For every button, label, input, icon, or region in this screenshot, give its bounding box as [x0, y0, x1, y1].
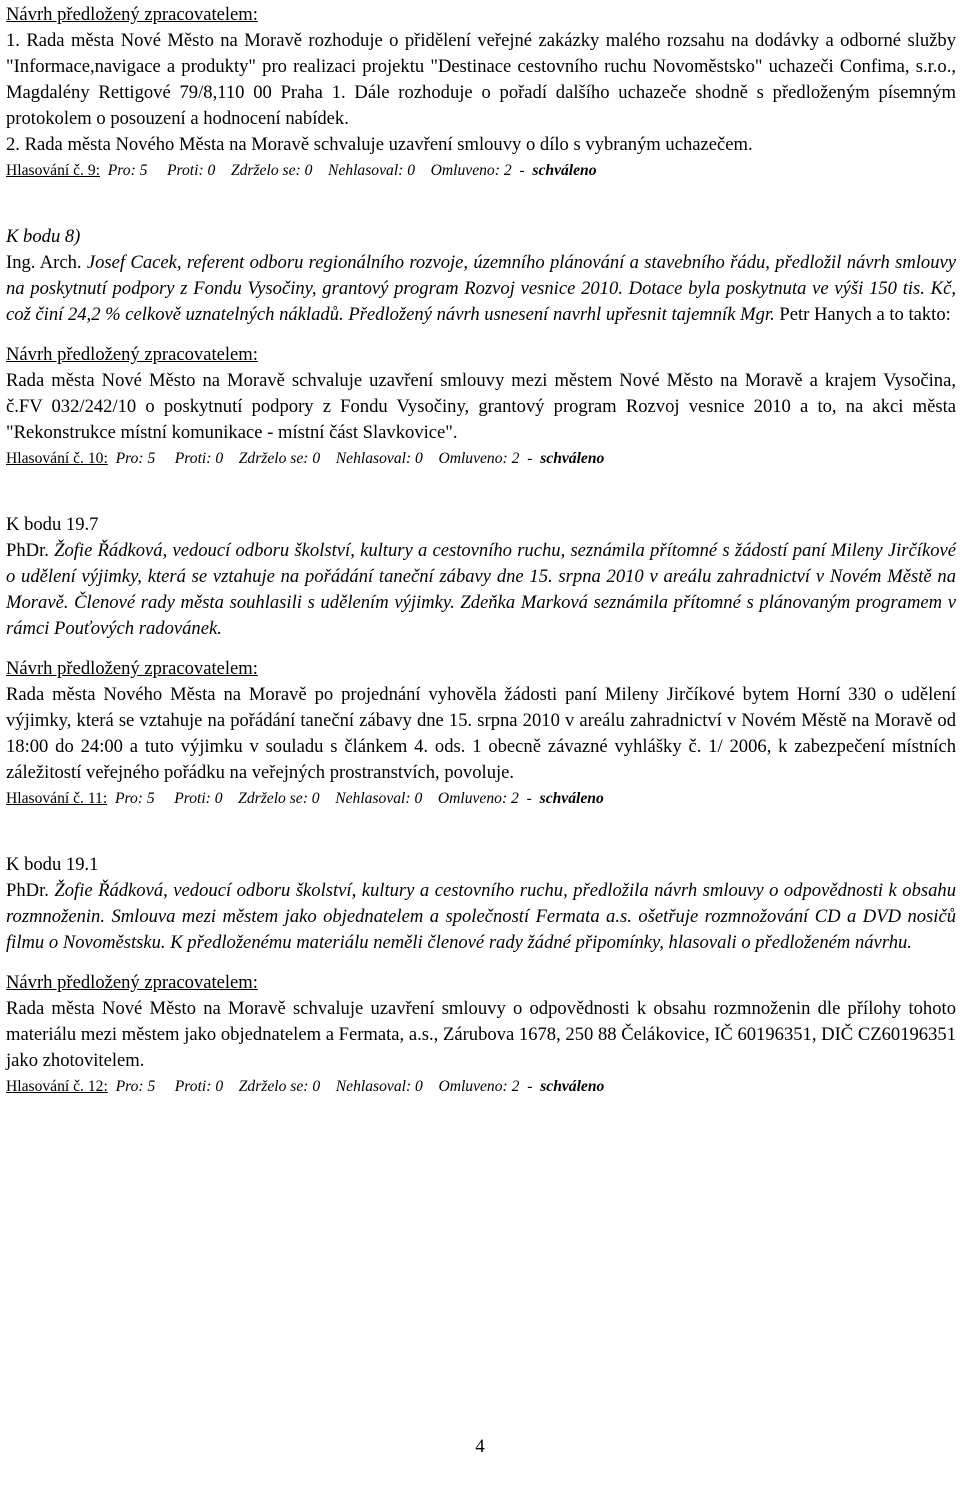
vote-zdrzelo: Zdrželo se: 0 — [238, 1078, 321, 1095]
spacer — [6, 210, 956, 224]
intro-text: Žofie Řádková, vedoucí odboru školství, kultury a cestovního ruchu, seznámila přítomné s žádostí paní Mileny Jirčíkové o udělení výjimky, která se vztahuje na pořádání taneční zábavy dne 15. srpna 2010 v areálu zahradnictví v Novém Městě na Moravě. Členové rady města souhlasili s udělením výjimky. Zdeňka Marková seznámila přítomné s plánovaným programem v rámci Pouťových radovánek. — [6, 540, 956, 639]
vote-result: schváleno — [532, 162, 597, 179]
resolution-text: Rada města Nové Město na Moravě schvaluje uzavření smlouvy mezi městem Nové Město na Moravě a krajem Vysočina, č.FV 032/242/10 o poskytnutí podpory z Fondu Vysočiny, grantový program Rozvoj vesnice 2010 a to, na akci města "Rekonstrukce místní komunikace - místní část Slavkovice". — [6, 370, 956, 443]
page-number: 4 — [475, 1436, 485, 1457]
vote-line-10 — [6, 446, 956, 472]
vote-nehlasoval: Nehlasoval: 0 — [335, 1078, 423, 1095]
vote-line-9 — [6, 158, 956, 184]
vote-zdrzelo: Zdrželo se: 0 — [230, 162, 313, 179]
vote-result: schváleno — [540, 1078, 605, 1095]
vote-omluveno: Omluveno: 2 — [438, 1078, 520, 1095]
vote-result: schváleno — [539, 790, 604, 807]
section-heading-19-1: K bodu 19.1 — [6, 854, 99, 875]
proposal-label: Návrh předložený zpracovatelem: — [6, 4, 258, 25]
vote-zdrzelo: Zdrželo se: 0 — [238, 790, 320, 807]
section-heading-19-7: K bodu 19.7 — [6, 514, 99, 535]
section-19-1-intro — [6, 878, 956, 956]
intro-text: Josef Cacek, referent odboru regionálního rozvoje, územního plánování a stavebního řádu, předložil návrh smlouvy na poskytnutí podpory z Fondu Vysočiny, grantový program Rozvoj vesnice 2010. Dotace byla poskytnuta ve výši 150 tis. Kč, což činí 24,2 % celkově uznatelných nákladů. Předložený návrh usnesení navrhl upřesnit tajemník Mgr. — [6, 252, 957, 325]
vote-zdrzelo: Zdrželo se: 0 — [238, 450, 321, 467]
resolution-text: Rada města Nové Město na Moravě schvaluje uzavření smlouvy o odpovědnosti k obsahu rozmnoženin dle přílohy tohoto materiálu mezi městem jako objednatelem a Fermata, a.s., Zárubova 1678, 250 88 Čelákovice, IČ 60196351, DIČ CZ60196351 jako zhotovitelem. — [6, 998, 956, 1071]
spacer — [6, 472, 956, 498]
vote-pro: Pro: 5 — [115, 450, 156, 467]
intro-title: PhDr. — [6, 880, 49, 901]
section-heading-8: K bodu 8) — [6, 226, 81, 247]
vote-line-11 — [6, 786, 956, 812]
vote-dash: - — [519, 162, 525, 179]
vote-dash: - — [527, 450, 533, 467]
spacer — [6, 838, 956, 852]
vote-dash: - — [526, 790, 532, 807]
vote-omluveno: Omluveno: 2 — [438, 450, 520, 467]
resolution-paragraph-1: 1. Rada města Nové Město na Moravě rozhoduje o přidělení veřejné zakázky malého rozsahu na dodávky a odborné služby "Informace,navigace a produkty" pro realizaci projektu "Destinace cestovního ruchu Novoměstsko" uchazeči Confima, s.r.o., Magdalény Rettigové 79/8,110 00 Praha 1. Dále rozhoduje o pořadí dalšího uchazeče shodně s předloženým písemným protokolem o posouzení a hodnocení nabídek. — [6, 30, 956, 129]
spacer — [6, 642, 956, 656]
spacer — [6, 956, 956, 970]
section-19-7-intro — [6, 538, 956, 642]
proposal-label: Návrh předložený zpracovatelem: — [6, 658, 258, 679]
spacer — [6, 184, 956, 210]
intro-text: Žofie Řádková, vedoucí odboru školství, kultury a cestovního ruchu, předložila návrh smlouvy o odpovědnosti k obsahu rozmnoženin. Smlouva mezi městem jako objednatelem a společností Fermata a.s. ošetřuje rozmnožování CD a DVD nosičů filmu o Novoměstsku. K předloženému materiálu neměli členové rady žádné připomínky, hlasovali o předloženém návrhu. — [6, 880, 956, 953]
vote-omluveno: Omluveno: 2 — [437, 790, 519, 807]
resolution-text: Rada města Nového Města na Moravě po projednání vyhověla žádosti paní Mileny Jirčíkové bytem Horní 330 o udělení výjimky, která se vztahuje na pořádání taneční zábavy dne 15. srpna 2010 v areálu zahradnictví v Novém Městě na Moravě od 18:00 do 24:00 a tuto výjimku v souladu s článkem 4. ods. 1 obecně závazné vyhlášky č. 1/ 2006, k zabezpečení místních záležitostí veřejného pořádku na veřejných prostranstvích, povoluje. — [6, 684, 956, 783]
vote-result: schváleno — [540, 450, 605, 467]
vote-label: Hlasování č. 9: — [6, 162, 100, 179]
spacer — [6, 812, 956, 838]
proposal-label: Návrh předložený zpracovatelem: — [6, 972, 258, 993]
vote-proti: Proti: 0 — [174, 450, 224, 467]
resolution-paragraph-2: 2. Rada města Nového Města na Moravě schvaluje uzavření smlouvy o dílo s vybraným uchazečem. — [6, 134, 753, 155]
vote-label: Hlasování č. 12: — [6, 1078, 108, 1095]
intro-title: Ing. Arch. — [6, 252, 82, 273]
vote-pro: Pro: 5 — [115, 790, 155, 807]
vote-nehlasoval: Nehlasoval: 0 — [335, 790, 423, 807]
spacer — [6, 328, 956, 342]
spacer — [6, 498, 956, 512]
vote-label: Hlasování č. 11: — [6, 790, 108, 807]
vote-omluveno: Omluveno: 2 — [430, 162, 512, 179]
vote-proti: Proti: 0 — [166, 162, 216, 179]
vote-nehlasoval: Nehlasoval: 0 — [327, 162, 416, 179]
section-8-intro — [6, 250, 956, 328]
proposal-label: Návrh předložený zpracovatelem: — [6, 344, 258, 365]
vote-proti: Proti: 0 — [174, 790, 223, 807]
intro-tail: Petr Hanych a to takto: — [774, 304, 951, 325]
vote-pro: Pro: 5 — [115, 1078, 156, 1095]
vote-dash: - — [527, 1078, 533, 1095]
vote-label: Hlasování č. 10: — [6, 450, 108, 467]
vote-pro: Pro: 5 — [107, 162, 148, 179]
document-page — [6, 2, 956, 1100]
intro-title: PhDr. — [6, 540, 49, 561]
vote-nehlasoval: Nehlasoval: 0 — [335, 450, 423, 467]
vote-proti: Proti: 0 — [174, 1078, 224, 1095]
vote-line-12 — [6, 1074, 956, 1100]
